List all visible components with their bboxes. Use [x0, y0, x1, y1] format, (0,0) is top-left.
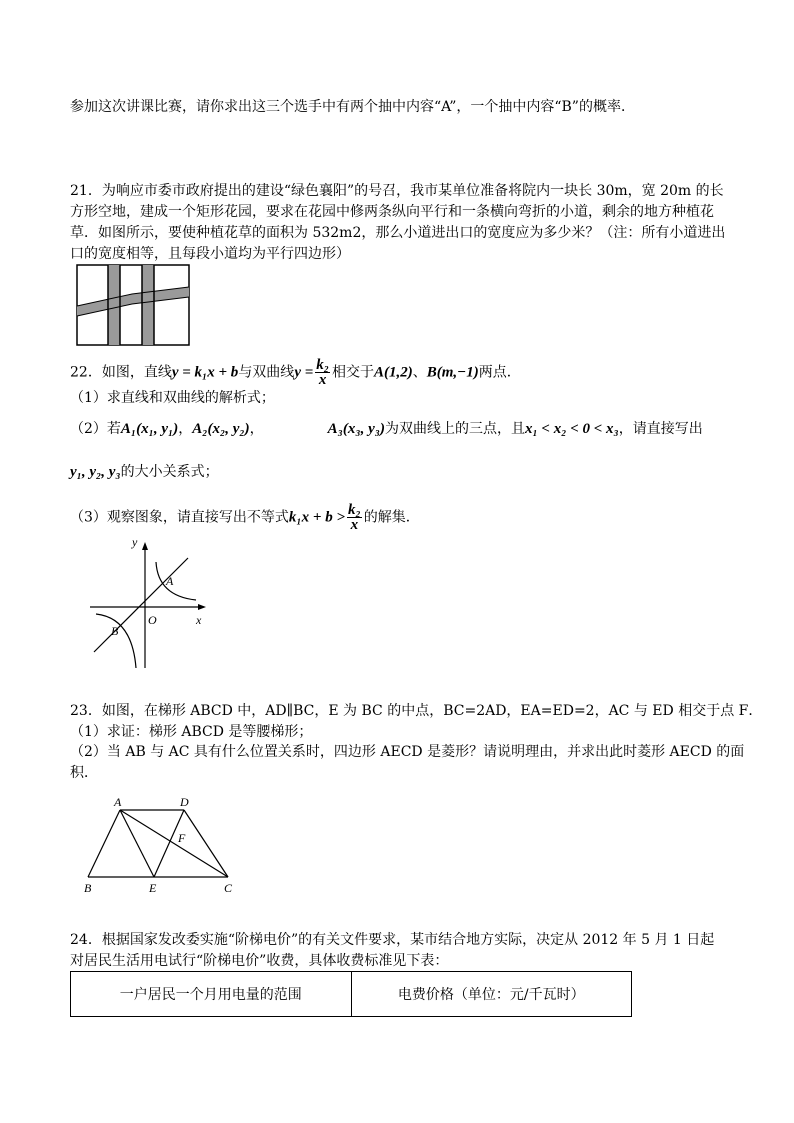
- q22-stem-mid2: 相交于: [332, 364, 375, 381]
- graph-y-label: y: [132, 535, 138, 549]
- q22-hyperbola-y: y =: [294, 364, 314, 381]
- q22-part2: [70, 419, 703, 439]
- trap-label-f: F: [178, 831, 186, 845]
- q22-ys: y₁, y₂, y₃: [70, 464, 121, 480]
- q22-part2-prefix: （2）若: [70, 421, 121, 437]
- table-header-usage-range: 一户居民一个月用电量的范围: [119, 987, 302, 1003]
- q22-part3-frac-num: k₂: [348, 502, 361, 518]
- q23-line-4: 积．: [70, 765, 98, 781]
- trap-label-e: E: [149, 881, 157, 895]
- graph-origin-label: O: [148, 613, 157, 627]
- q21-line-3: 草．如图所示，要使种植花草的面积为 532m2，那么小道进出口的宽度应为多少米？（注：所有小道进出: [70, 225, 726, 241]
- graph-point-a-label: A: [166, 574, 174, 588]
- q22-fraction: [315, 358, 330, 387]
- garden-figure: [76, 264, 190, 346]
- q22-part2-suffix: ，请直接写出: [618, 421, 703, 437]
- q22-point-b: B(m,−1): [426, 364, 479, 381]
- q22-comma2: ，: [249, 421, 264, 437]
- trap-label-c: C: [224, 881, 233, 895]
- q22-ineq: x₁ < x₂ < 0 < x₃: [524, 421, 619, 437]
- q24-line-1: 24．根据国家发改委实施“阶梯电价”的有关文件要求，某市结合地方实际，决定从 2012 年 5 月 1 日起: [70, 932, 715, 948]
- q22-part3-fraction: [347, 503, 362, 532]
- q22-part3-frac-den: x: [350, 517, 359, 533]
- q22-a1: A₁(x₁, y₁): [120, 421, 179, 437]
- q22-line-expr: y = k₁x + b: [171, 364, 239, 381]
- q22-stem-prefix: 22．如图，直线: [70, 364, 172, 381]
- trap-label-b: B: [84, 881, 92, 895]
- q21-line-4: 口的宽度相等，且每段小道均为平行四边形）: [70, 246, 350, 262]
- q22-sep: 、: [412, 364, 427, 381]
- q22-a2: A₂(x₂, y₂): [192, 421, 250, 437]
- trap-label-a: A: [114, 795, 122, 809]
- q22-point-a: A(1,2): [374, 364, 413, 381]
- q21-line-1: 21．为响应市委市政府提出的建设“绿色襄阳”的号召，我市某单位准备将院内一块长 30m，宽 20m 的长: [70, 183, 724, 199]
- q22-part3: [70, 503, 420, 532]
- trap-label-d: D: [180, 795, 189, 809]
- q22-stem: [70, 358, 521, 387]
- q22-a3: A₃(x₃, y₃): [327, 421, 385, 437]
- graph-x-label: x: [196, 613, 202, 627]
- q22-part2-mid: 为双曲线上的三点，且: [384, 421, 525, 437]
- trapezoid-figure: [78, 794, 246, 896]
- q22-part1: （1）求直线和双曲线的解析式；: [70, 390, 275, 406]
- q22-part3-expr: k₁x + b >: [288, 509, 345, 526]
- q23-line-3: （2）当 AB 与 AC 具有什么位置关系时，四边形 AECD 是菱形？请说明理由，并求出此时菱形 AECD 的面: [70, 744, 745, 760]
- q22-stem-suffix: 两点．: [478, 364, 521, 381]
- pricing-table: [70, 971, 632, 1017]
- q23-line-1: 23．如图，在梯形 ABCD 中，AD∥BC，E 为 BC 的中点，BC=2AD，EA=ED=2，AC 与 ED 相交于点 F．: [70, 703, 763, 719]
- graph-point-b-label: B: [111, 624, 119, 638]
- q22-part2-end: 的大小关系式；: [120, 464, 219, 480]
- q22-part3-suffix: 的解集．: [363, 509, 420, 526]
- table-header-price: 电费价格（单位：元/千瓦时）: [351, 972, 632, 1016]
- intro-line: 参加这次讲课比赛，请你求出这三个选手中有两个抽中内容“A”，一个抽中内容“B”的概率．: [70, 99, 635, 115]
- q22-part2-cont: [70, 462, 219, 482]
- q21-line-2: 方形空地，建成一个矩形花园，要求在花园中修两条纵向平行和一条横向弯折的小道，剩余的地方种植花: [70, 204, 714, 220]
- hyperbola-graph: [84, 534, 214, 674]
- q22-comma: ，: [178, 421, 193, 437]
- q24-line-2: 对居民生活用电试行“阶梯电价”收费，具体收费标准见下表：: [70, 953, 449, 969]
- q22-frac-den: x: [318, 372, 327, 388]
- q22-frac-num: k₂: [316, 357, 330, 373]
- q22-part3-prefix: （3）观察图象，请直接写出不等式: [70, 509, 289, 526]
- q22-stem-mid: 与双曲线: [238, 364, 295, 381]
- q23-line-2: （1）求证：梯形 ABCD 是等腰梯形；: [70, 724, 313, 740]
